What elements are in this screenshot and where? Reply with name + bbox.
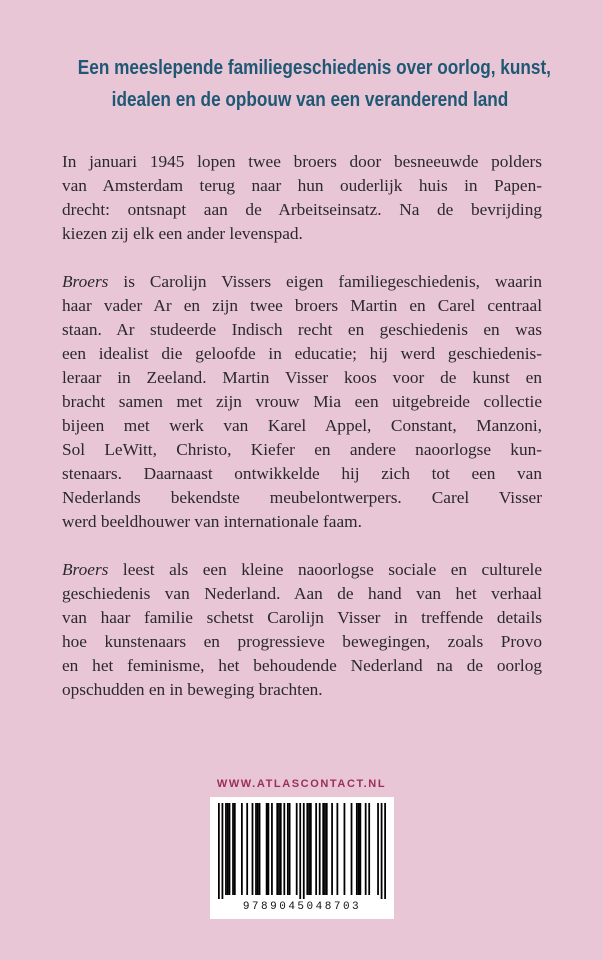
blurb-body [62, 150, 542, 726]
headline-line-2: idealen en de opbouw van een veranderend land [111, 89, 509, 111]
text-line: haar vader Ar en zijn twee broers Martin en Carel centraal [62, 296, 542, 315]
barcode-bar [310, 803, 312, 895]
barcode-bar [381, 803, 383, 899]
text-line: Nederlands bekendste meubelontwerpers. Carel Visser [62, 488, 542, 507]
text-line: geschiedenis van Nederland. Aan de hand van het verhaal [62, 584, 542, 603]
blurb-paragraph-1 [62, 150, 542, 246]
barcode-bar [322, 803, 324, 895]
text-line: leraar in Zeeland. Martin Visser koos voor de kunst en [62, 368, 542, 387]
book-title-italic: Broers [62, 560, 109, 579]
blurb-paragraph-2 [62, 270, 542, 534]
barcode-bar [271, 803, 273, 895]
text-line: en het feminisme, het behoudende Nederland na de oorlog [62, 656, 542, 675]
text-line: stenaars. Daarnaast ontwikkelde hij zich tot een van [62, 464, 542, 483]
text-line: bracht samen met zijn vrouw Mia een uitgebreide collectie [62, 392, 542, 411]
barcode-bar [365, 803, 367, 895]
barcode-bar [358, 803, 360, 895]
barcode-bar [384, 803, 386, 899]
isbn-barcode [210, 797, 394, 919]
barcode-bar [296, 803, 298, 895]
barcode-bar [299, 803, 301, 899]
barcode-bar [344, 803, 346, 895]
isbn-number: 9789045048703 [242, 901, 362, 913]
barcode-bar [232, 803, 234, 895]
barcode-bar [306, 803, 308, 895]
publisher-url: WWW.ATLASCONTACT.NL [216, 778, 387, 790]
barcode-bar [331, 803, 333, 895]
barcode-bar [227, 803, 229, 895]
barcode-bar [377, 803, 379, 895]
barcode-bar [324, 803, 326, 895]
barcode-bar [315, 803, 317, 895]
book-title-italic: Broers [62, 272, 109, 291]
barcode-bar [278, 803, 280, 895]
barcode-bar [326, 803, 328, 895]
text-line: bijeen met werk van Karel Appel, Constant, Manzoni, [62, 416, 542, 435]
barcode-bar [259, 803, 261, 895]
text-line: van Amsterdam terug naar hun ouderlijk huis in Papen- [62, 176, 542, 195]
barcode-bar [319, 803, 321, 895]
text-line: hoe kunstenaars en progressieve bewegingen, zoals Provo [62, 632, 542, 651]
text-line: drecht: ontsnapt aan de Arbeitseinsatz. Na de bevrijding [62, 200, 542, 219]
headline-line-1: Een meeslepende familiegeschiedenis over oorlog, kunst, [77, 57, 551, 79]
barcode-bar [289, 803, 291, 895]
barcode-bar [218, 803, 220, 899]
back-cover-headline [77, 52, 551, 116]
barcode-bar [283, 803, 285, 895]
barcode-bar [368, 803, 370, 895]
barcode-bars [218, 803, 386, 899]
barcode-bar [241, 803, 243, 895]
text-fragment: leest als een kleine naoorlogse sociale en culturele [108, 560, 542, 579]
text-line: opschudden en in beweging brachten. [62, 680, 323, 699]
text-line: van haar familie schetst Carolijn Visser in treffende details [62, 608, 542, 627]
text-line: werd beeldhouwer van internationale faam. [62, 512, 362, 531]
barcode-bar [225, 803, 227, 895]
barcode-bar [356, 803, 358, 895]
barcode-bar [308, 803, 310, 895]
barcode-bar [268, 803, 270, 895]
barcode-bar [222, 803, 224, 899]
barcode-bar [234, 803, 236, 895]
text-line [62, 270, 542, 294]
barcode-bar [266, 803, 268, 895]
barcode-bar [246, 803, 248, 895]
text-line: staan. Ar studeerde Indisch recht en geschiedenis en was [62, 320, 542, 339]
text-line: Sol LeWitt, Christo, Kiefer en andere naoorlogse kun- [62, 440, 542, 459]
text-fragment: is Carolijn Vissers eigen familiegeschiedenis, waarin [108, 272, 542, 291]
text-line: In januari 1945 lopen twee broers door besneeuwde polders [62, 152, 542, 171]
barcode-bar [276, 803, 278, 895]
barcode-bar [280, 803, 282, 895]
barcode-bar [257, 803, 259, 895]
barcode-bar [255, 803, 257, 895]
text-line: kiezen zij elk een ander levenspad. [62, 224, 303, 243]
barcode-bar [351, 803, 353, 895]
blurb-paragraph-3 [62, 558, 542, 702]
barcode-bar [359, 803, 361, 895]
barcode-bar [229, 803, 231, 895]
text-line: een idealist die geloofde in educatie; hij werd geschiedenis- [62, 344, 542, 363]
barcode-bar [252, 803, 254, 895]
barcode-bar [287, 803, 289, 895]
barcode-bar [336, 803, 338, 895]
text-line [62, 558, 542, 582]
barcode-bar [303, 803, 305, 899]
